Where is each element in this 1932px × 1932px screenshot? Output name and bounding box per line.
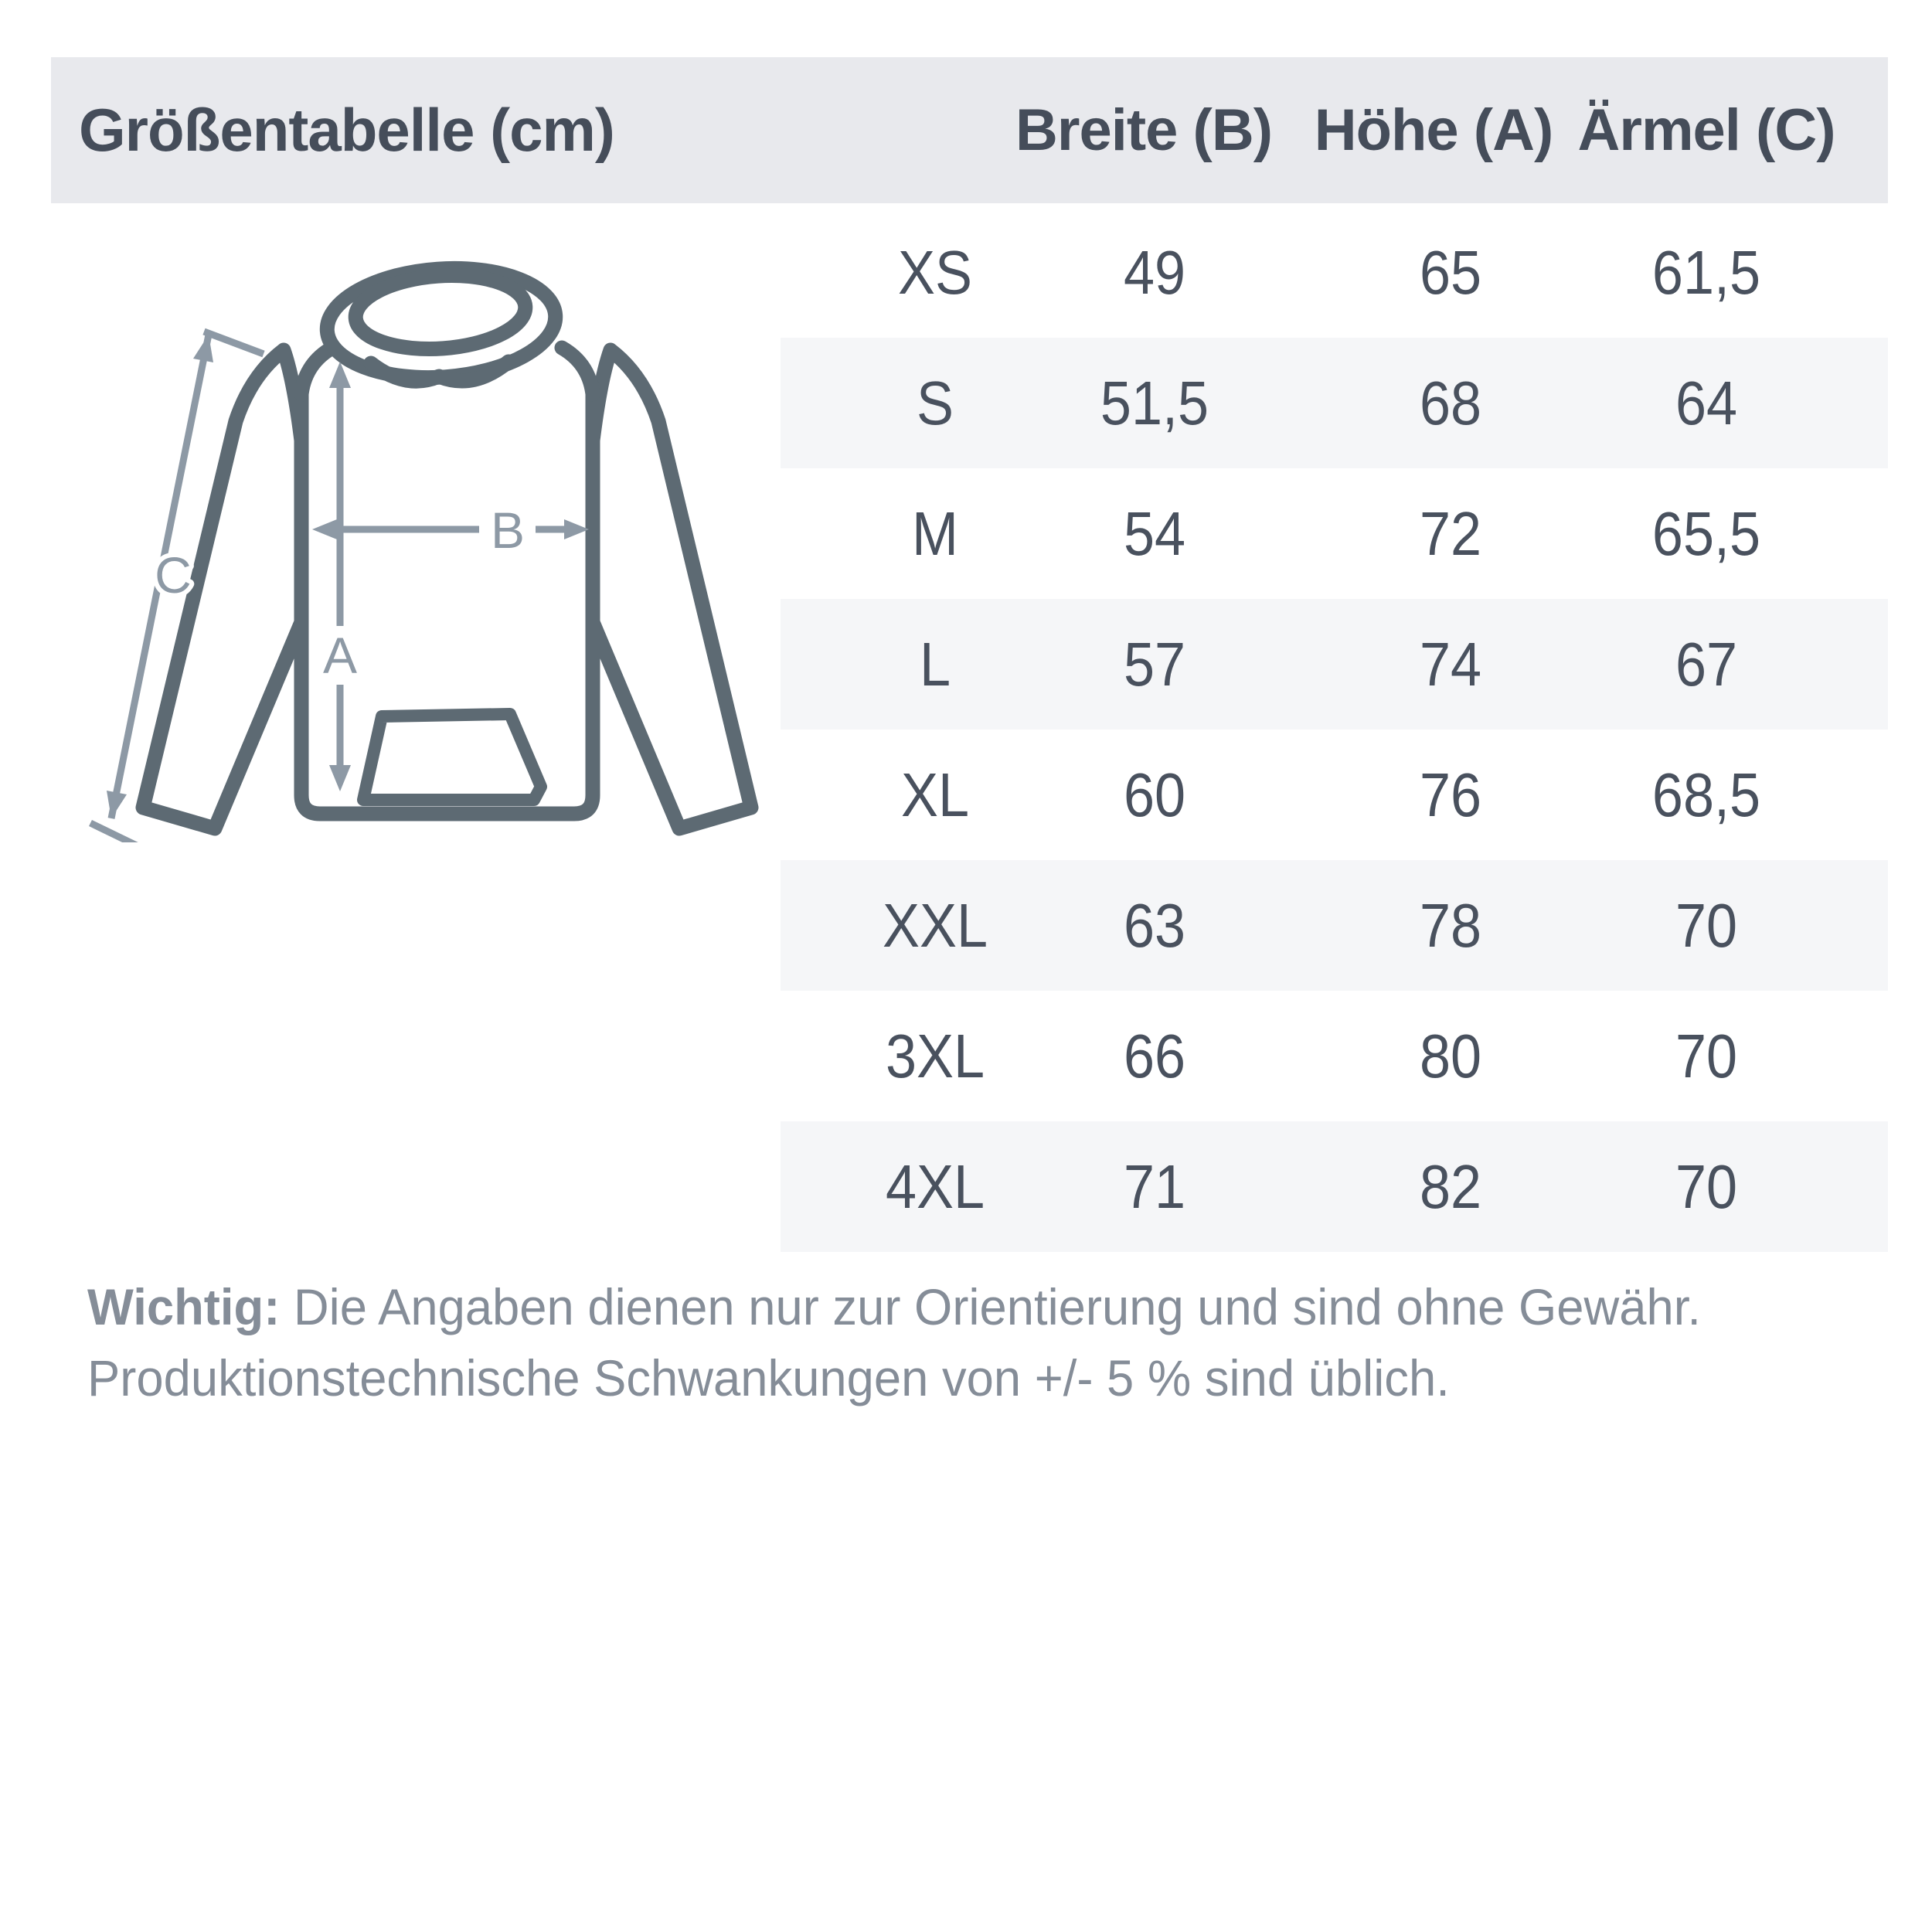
size-label: XXL [882, 891, 988, 960]
disclaimer-text-1: Die Angaben dienen nur zur Orientierung und sind ohne Gewähr. [280, 1278, 1701, 1335]
table-row-xxl [781, 860, 1888, 991]
breite-value: 51,5 [1100, 369, 1209, 437]
size-label: XS [897, 238, 973, 307]
table-row-l [781, 599, 1888, 730]
table-row-m [781, 468, 1888, 599]
label-C: C [155, 546, 192, 604]
disclaimer-line-2: Produktionstechnische Schwankungen von +/- 5 % sind üblich. [87, 1349, 1450, 1406]
disclaimer-note [87, 1271, 1868, 1413]
column-header-breite: Breite (B) [1015, 97, 1273, 163]
hoehe-value: 65 [1419, 238, 1482, 307]
aermel-value: 70 [1675, 891, 1738, 960]
breite-value: 57 [1123, 630, 1186, 699]
hoehe-value: 76 [1419, 760, 1482, 829]
breite-value: 66 [1123, 1022, 1186, 1090]
breite-value: 49 [1123, 238, 1186, 307]
hoehe-value: 74 [1419, 630, 1482, 699]
page-title: Größentabelle (cm) [79, 96, 614, 164]
sleeve-top-tick [204, 332, 264, 354]
table-row-xl [781, 730, 1888, 860]
column-header-aermel: Ärmel (C) [1577, 97, 1835, 163]
disclaimer-line-1 [87, 1271, 1868, 1342]
aermel-value: 68,5 [1651, 760, 1761, 829]
breite-value: 63 [1123, 891, 1186, 960]
aermel-value: 67 [1675, 630, 1738, 699]
table-row-xs [781, 207, 1888, 338]
hoehe-value: 82 [1419, 1152, 1482, 1221]
aermel-value: 64 [1675, 369, 1738, 437]
aermel-value: 61,5 [1651, 238, 1761, 307]
disclaimer-label: Wichtig: [87, 1278, 281, 1335]
column-header-hoehe: Höhe (A) [1314, 97, 1553, 163]
size-label: M [912, 499, 958, 568]
breite-value: 60 [1123, 760, 1186, 829]
table-row-3xl [781, 991, 1888, 1121]
size-label: 3XL [885, 1022, 985, 1090]
size-table [781, 207, 1888, 1252]
aermel-value: 65,5 [1651, 499, 1761, 568]
table-row-s [781, 338, 1888, 468]
breite-value: 54 [1123, 499, 1186, 568]
size-label: 4XL [885, 1152, 985, 1221]
size-label: L [919, 630, 951, 699]
breite-value: 71 [1123, 1152, 1186, 1221]
hoehe-value: 68 [1419, 369, 1482, 437]
hoehe-value: 72 [1419, 499, 1482, 568]
hoehe-value: 78 [1419, 891, 1482, 960]
label-B: B [490, 502, 526, 559]
hoehe-value: 80 [1419, 1022, 1482, 1090]
size-label: S [916, 369, 954, 437]
hoodie-measurement-diagram [70, 255, 788, 842]
size-label: XL [900, 760, 970, 829]
aermel-value: 70 [1675, 1152, 1738, 1221]
table-row-4xl [781, 1121, 1888, 1252]
kangaroo-pocket [363, 714, 541, 800]
label-A: A [322, 627, 358, 684]
aermel-value: 70 [1675, 1022, 1738, 1090]
hood-inner-ring [353, 270, 528, 354]
right-sleeve-outline [593, 350, 751, 828]
sleeve-bottom-tick [90, 823, 145, 842]
table-header-band [51, 57, 1888, 203]
